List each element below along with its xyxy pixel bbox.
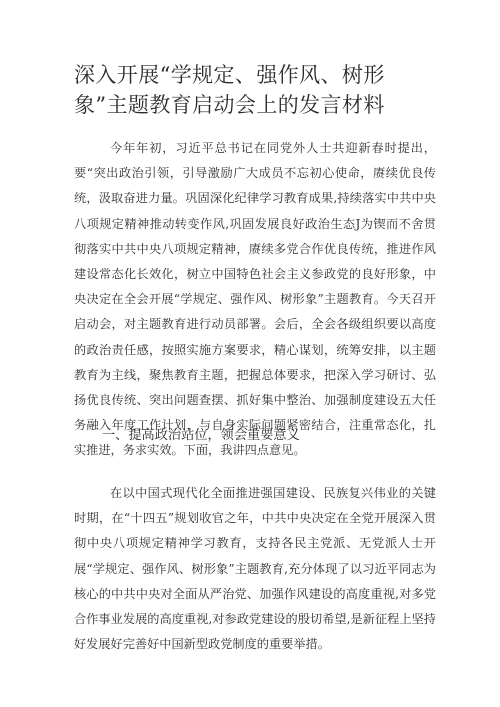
section-heading: 一、提高政治站位，领会重要意义 xyxy=(102,428,300,443)
section-paragraph: 在以中国式现代化全面推进强国建设、民族复兴伟业的关键时期，在“十四五”规划收官之年，中共中央决定在全党开展深入贯彻中央八项规定精神学习教育，支持各民主党派、无党派人士开展“学规定、强作风、树形象”主题教育,充分体现了以习近平同志为核心的中共中央对全面从严治党、加强作风建设的高度重视,对多党合作事业发展的高度重视,对参政党建设的殷切希望,是新征程上坚持好发展好完善好中国新型政党制度的重要举措。 xyxy=(74,486,436,652)
document-title: 深入开展“学规定、强作风、树形象”主题教育启动会上的发言材料 xyxy=(74,63,385,117)
intro-paragraph: 今年年初，习近平总书记在同党外人士共迎新春时提出，要“突出政治引领，引导激励广大成员不忘初心使命，赓续优良传统，汲取奋进力量。巩固深化纪律学习教育成果,持续落实中共中央八项规定精神推动转变作风,巩固发展良好政治生态J为锲而不舍贯彻落实中共中央八项规定精神，赓续多党合作优良传统，推进作风建设常态化长效化，树立中国特色社会主义参政党的良好形象，中央决定在全会开展“学规定、强作风、树形象”主题教育。今天召开启动会，对主题教育进行动员部署。会后，全会各级组织要以高度的政治责任感，按照实施方案要求，精心谋划，统筹安排，以主题教育为主线，聚焦教育主题，把握总体要求，把深入学习研讨、弘扬优良传统、突出问题查摆、抓好集中整治、加强制度建设五大任务融入年度工作计划，与自身实际问题紧密结合，注重常态化，扎实推进，务求实效。下面，我讲四点意见。 xyxy=(74,141,436,458)
